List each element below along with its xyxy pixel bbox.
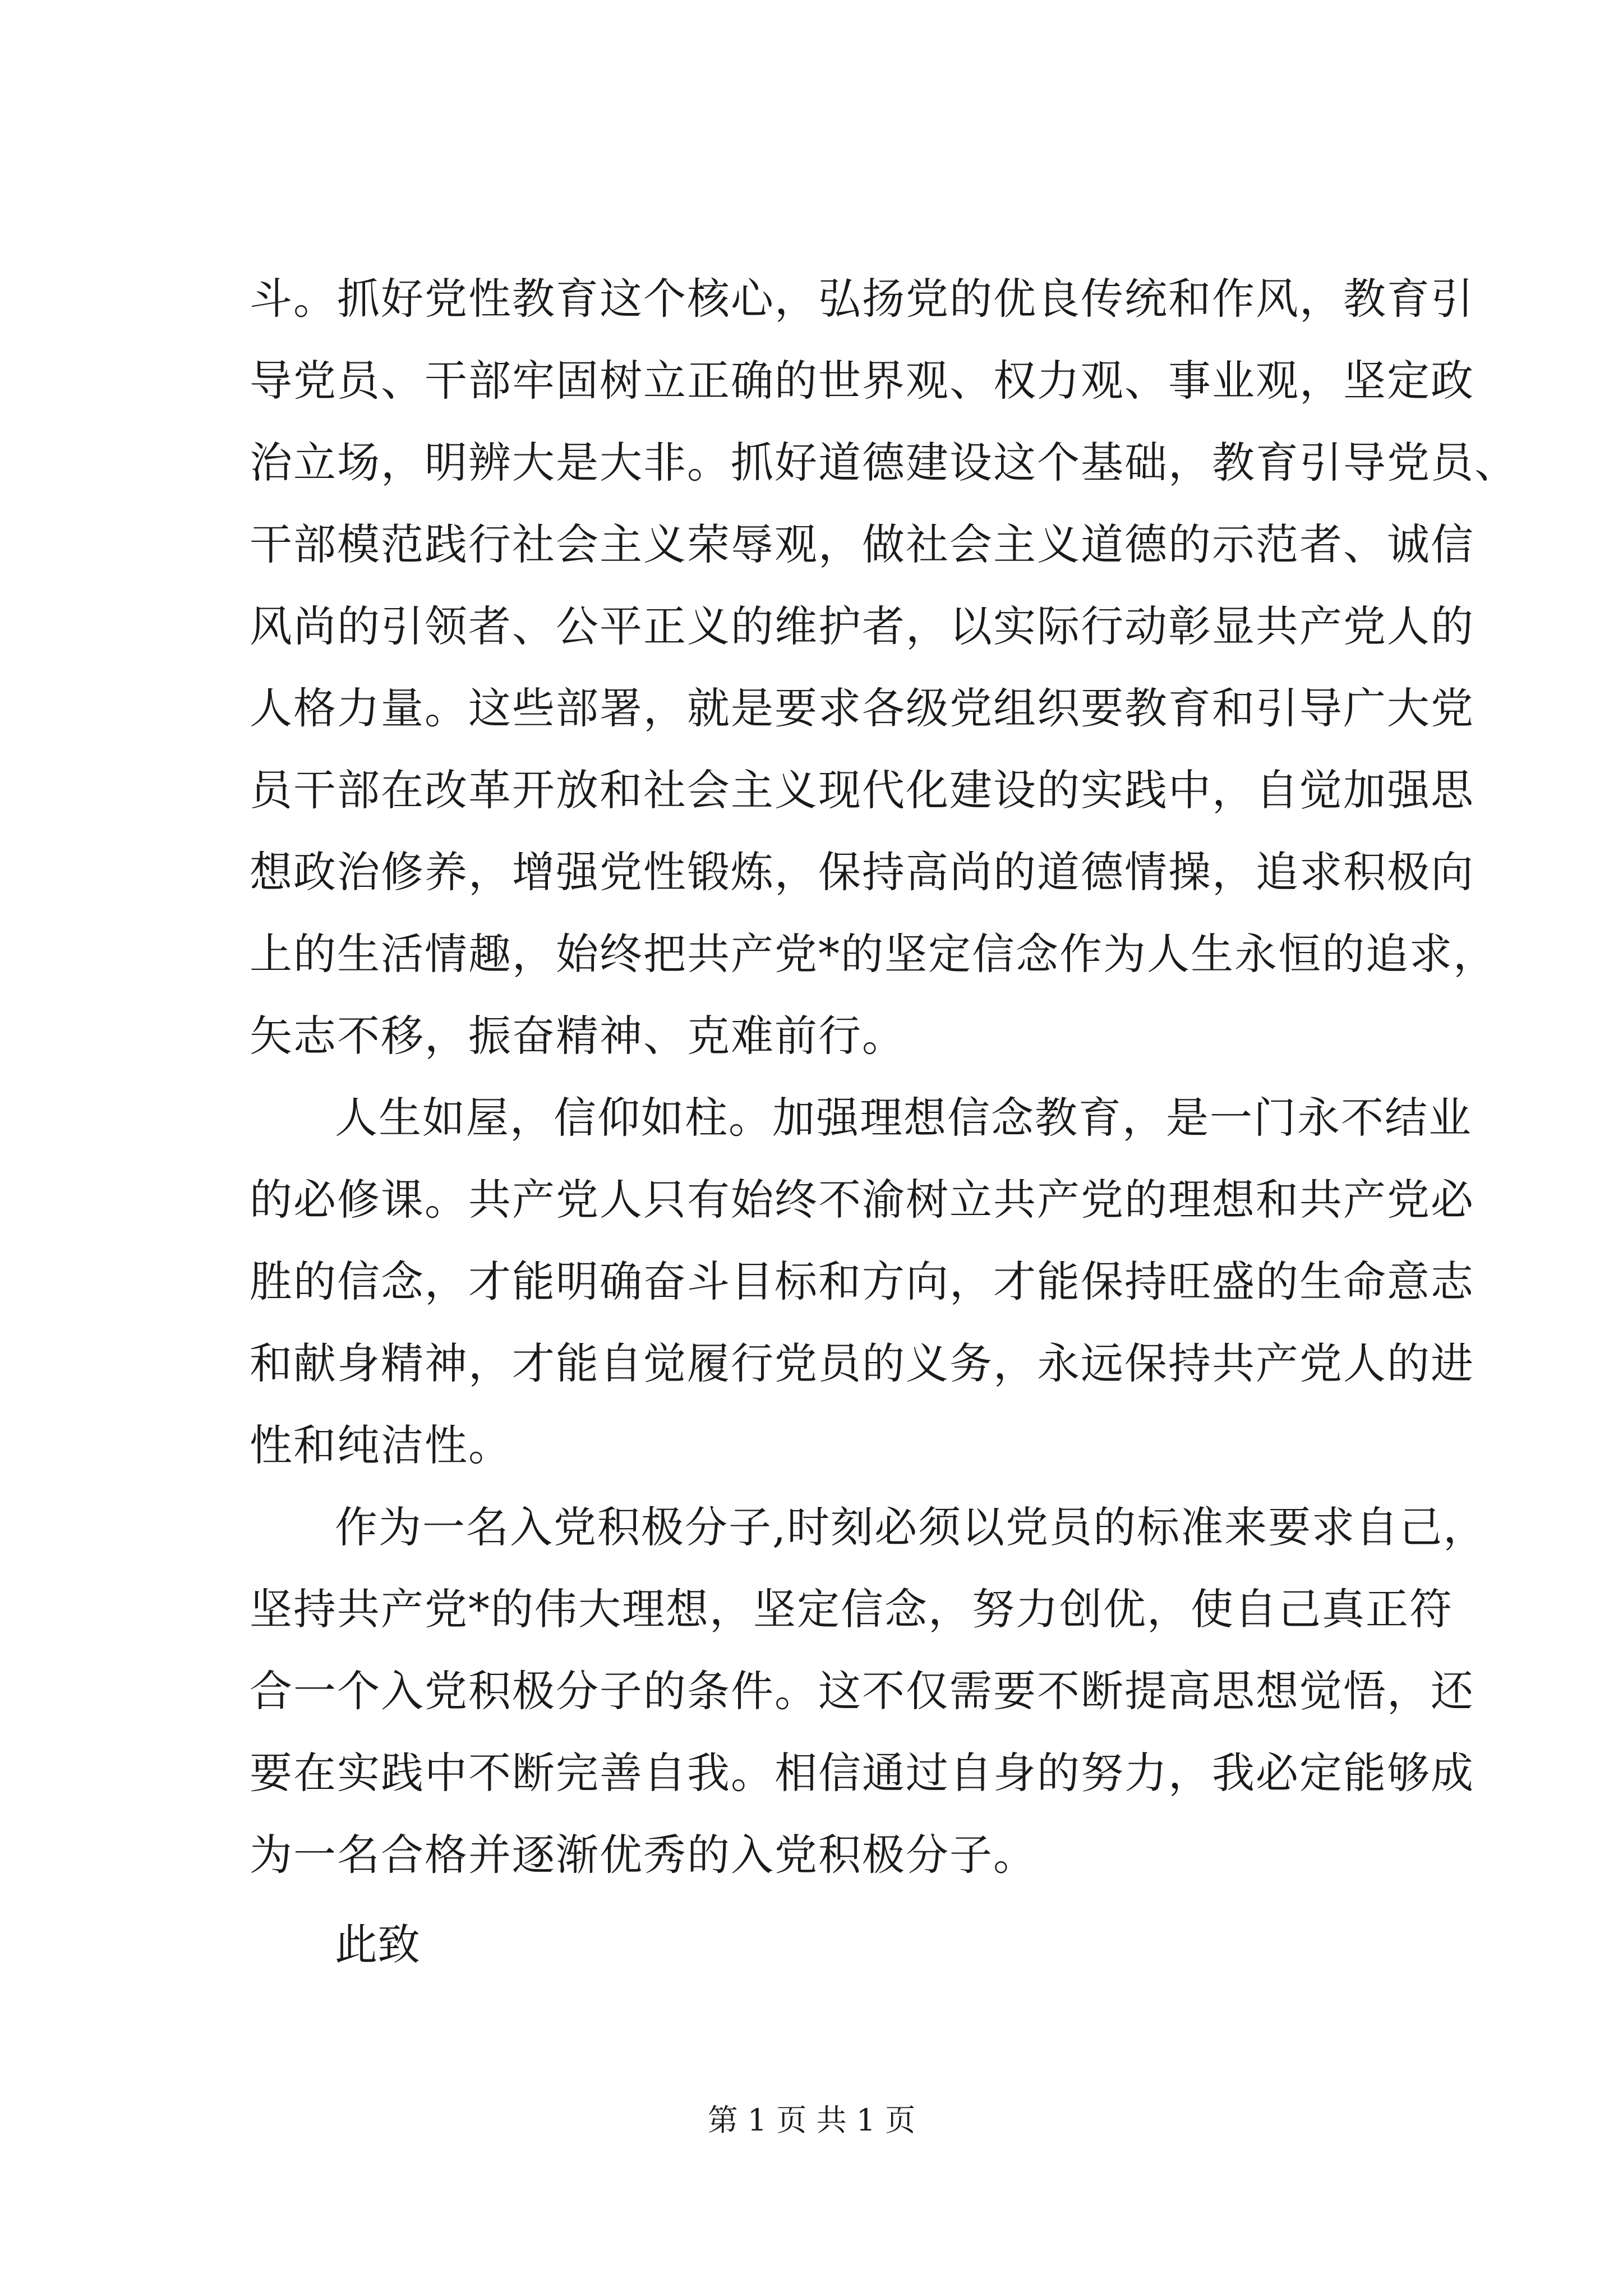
paragraph-line: 矢志不移，振奋精神、克难前行。 (250, 1011, 906, 1061)
closing-salutation: 此致 (335, 1920, 420, 1970)
paragraph-line: 员干部在改革开放和社会主义现代化建设的实践中，自觉加强思 (250, 765, 1474, 815)
paragraph-line: 性和纯洁性。 (250, 1420, 512, 1470)
paragraph-line: 为一名合格并逐渐优秀的入党积极分子。 (250, 1830, 1037, 1880)
page-footer: 第 1 页 共 1 页 (707, 2102, 916, 2138)
paragraph-line: 坚持共产党*的伟大理想，坚定信念，努力创优，使自己真正符 (250, 1584, 1453, 1634)
paragraph-line: 的必修课。共产党人只有始终不渝树立共产党的理想和共产党必 (250, 1175, 1474, 1225)
paragraph-line: 风尚的引领者、公平正义的维护者，以实际行动彰显共产党人的 (250, 601, 1474, 651)
paragraph-line: 合一个入党积极分子的条件。这不仅需要不断提高思想觉悟，还 (250, 1666, 1474, 1716)
paragraph-line: 斗。抓好党性教育这个核心，弘扬党的优良传统和作风，教育引 (250, 274, 1474, 324)
paragraph-line: 干部模范践行社会主义荣辱观，做社会主义道德的示范者、诚信 (250, 519, 1474, 569)
paragraph-line: 人格力量。这些部署，就是要求各级党组织要教育和引导广大党 (250, 683, 1474, 733)
paragraph-line: 要在实践中不断完善自我。相信通过自身的努力，我必定能够成 (250, 1748, 1474, 1798)
document-body (250, 258, 1518, 1986)
paragraph-line: 作为一名入党积极分子,时刻必须以党员的标准来要求自己， (335, 1502, 1487, 1552)
paragraph-line: 上的生活情趣，始终把共产党*的坚定信念作为人生永恒的追求， (250, 929, 1497, 979)
paragraph-line: 胜的信念，才能明确奋斗目标和方向，才能保持旺盛的生命意志 (250, 1257, 1474, 1306)
paragraph-line: 治立场，明辨大是大非。抓好道德建设这个基础，教育引导党员、 (250, 438, 1518, 487)
paragraph-line: 人生如屋，信仰如柱。加强理想信念教育，是一门永不结业 (335, 1093, 1472, 1143)
paragraph-line: 想政治修养，增强党性锻炼，保持高尚的道德情操，追求积极向 (250, 847, 1474, 897)
paragraph-line: 和献身精神，才能自觉履行党员的义务，永远保持共产党人的进 (250, 1338, 1474, 1388)
paragraph-line: 导党员、干部牢固树立正确的世界观、权力观、事业观，坚定政 (250, 356, 1474, 406)
